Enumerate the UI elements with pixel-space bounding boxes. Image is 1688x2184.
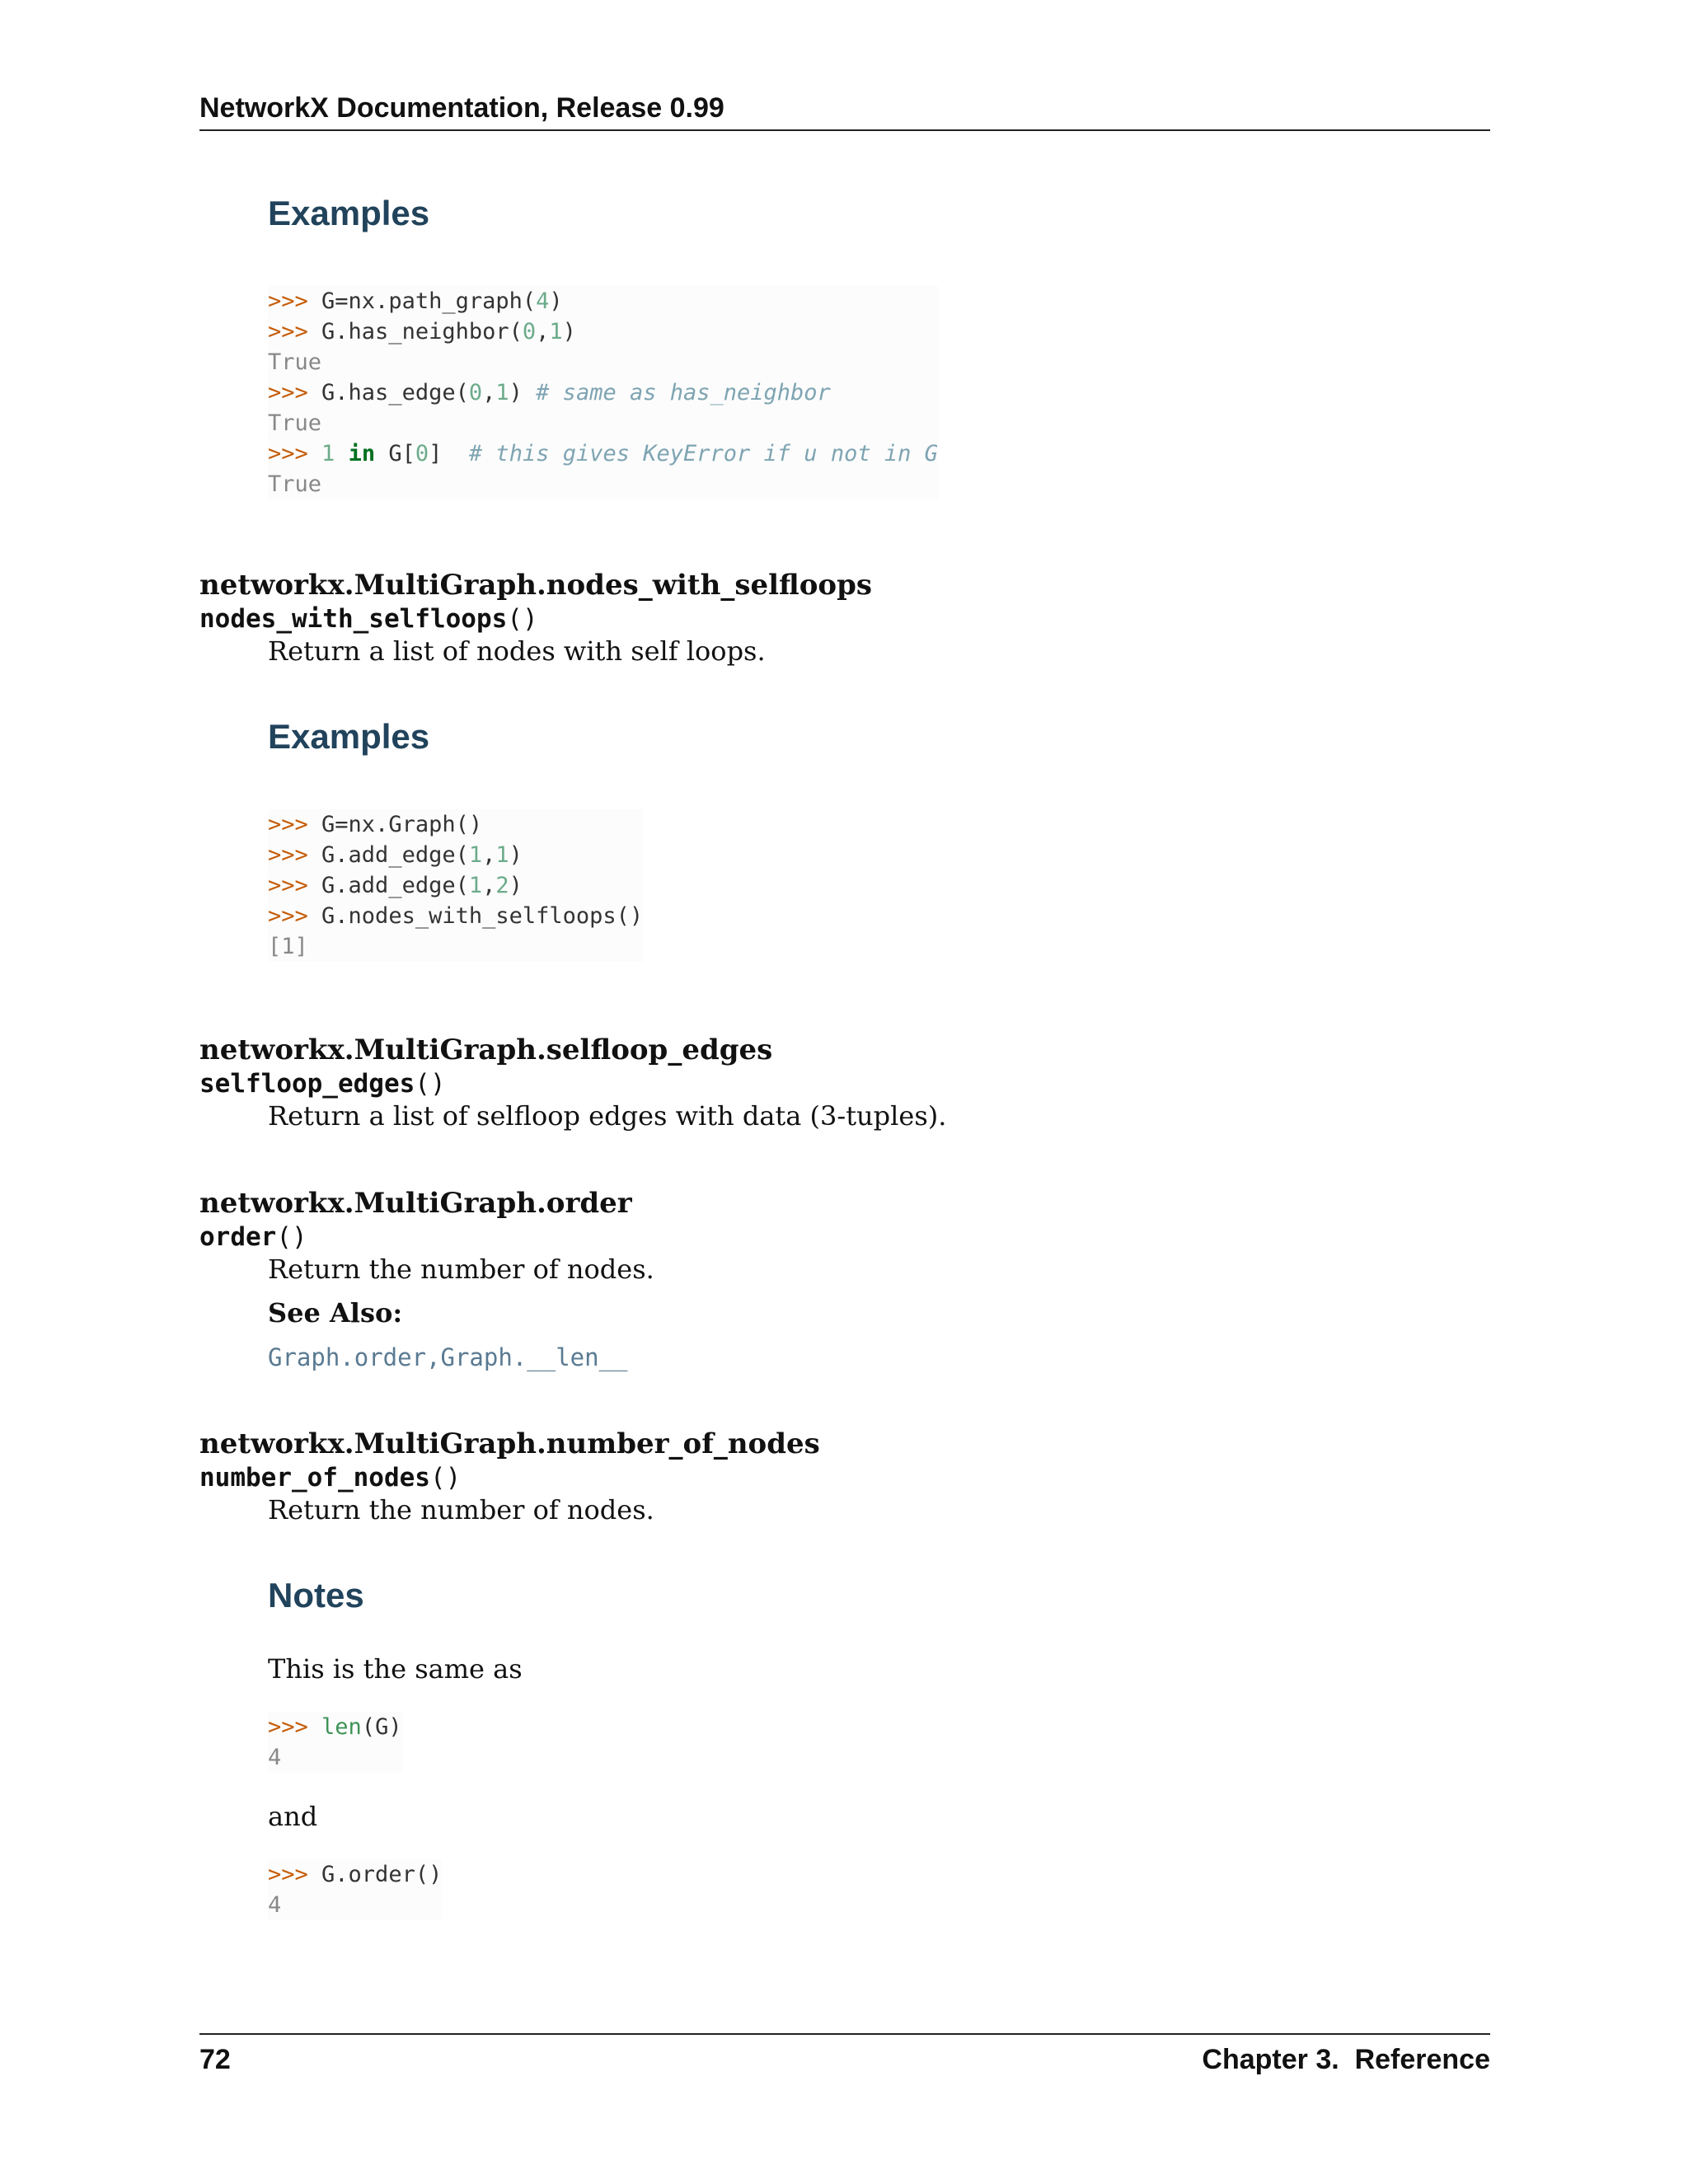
code-prompt: >>> xyxy=(268,1862,308,1887)
code-token: 4 xyxy=(536,288,550,314)
code-token: G[ xyxy=(375,441,415,466)
code-token: len xyxy=(321,1714,362,1740)
code-token: 0 xyxy=(522,319,537,344)
code-token: 0 xyxy=(468,380,483,405)
code-token: ) xyxy=(549,288,563,314)
code-token: 1 xyxy=(468,873,483,898)
code-token: ) xyxy=(509,380,537,405)
code-prompt: >>> xyxy=(268,873,308,898)
method-description: Return the number of nodes. xyxy=(268,1494,654,1526)
code-token: G.add_edge( xyxy=(307,842,469,868)
code-block-order xyxy=(268,1859,442,1920)
code-block-has-edge xyxy=(268,286,938,499)
method-description: Return the number of nodes. xyxy=(268,1254,654,1285)
code-token: ) xyxy=(509,873,523,898)
code-prompt: >>> xyxy=(268,842,308,868)
code-prompt: >>> xyxy=(268,903,308,929)
method-description: Return a list of nodes with self loops. xyxy=(268,635,766,667)
code-line xyxy=(268,840,643,870)
code-prompt: >>> xyxy=(268,380,308,405)
code-token: True xyxy=(268,349,322,375)
code-token xyxy=(335,441,348,466)
signature-args: () xyxy=(507,604,538,634)
code-token: ) xyxy=(562,319,576,344)
notes-text: This is the same as xyxy=(268,1653,523,1685)
code-token: G.nodes_with_selfloops() xyxy=(307,903,644,929)
code-prompt: >>> xyxy=(268,441,308,466)
code-prompt: >>> xyxy=(268,1714,308,1740)
code-line xyxy=(268,901,643,931)
see-also-heading: See Also: xyxy=(268,1297,403,1329)
code-line xyxy=(268,1890,442,1920)
code-line xyxy=(268,1712,402,1742)
code-token: [1] xyxy=(268,934,308,959)
code-token: (G) xyxy=(361,1714,402,1740)
code-token xyxy=(308,441,321,466)
signature-args: () xyxy=(415,1069,446,1099)
code-token: # same as has_neighbor xyxy=(536,380,831,405)
signature-args: () xyxy=(429,1463,462,1493)
examples-heading: Examples xyxy=(268,194,430,232)
method-description: Return a list of selfloop edges with data (3-tuples). xyxy=(268,1100,947,1132)
signature-name: order xyxy=(199,1222,277,1252)
code-token: True xyxy=(268,410,322,436)
code-prompt: >>> xyxy=(268,319,308,344)
notes-heading: Notes xyxy=(268,1576,364,1615)
code-token: 4 xyxy=(268,1745,282,1770)
code-prompt: >>> xyxy=(268,288,308,314)
header-rule xyxy=(199,129,1490,131)
running-header-title: NetworkX Documentation, Release 0.99 xyxy=(199,92,724,124)
signature-name: selfloop_edges xyxy=(199,1069,415,1099)
chapter-label: Chapter 3. Reference xyxy=(1202,2044,1490,2075)
code-token: G=nx.path_graph( xyxy=(307,288,537,314)
code-block-nodes-with-selfloops xyxy=(268,809,643,962)
code-line xyxy=(268,438,938,469)
code-token xyxy=(308,1714,321,1740)
notes-and-text: and xyxy=(268,1801,318,1832)
method-qualified-name: networkx.MultiGraph.selfloop_edges xyxy=(199,1033,773,1066)
code-line xyxy=(268,408,938,438)
method-signature xyxy=(199,1222,307,1252)
footer-rule xyxy=(199,2033,1490,2035)
code-line xyxy=(268,1859,442,1890)
method-signature xyxy=(199,1463,461,1493)
code-token: , xyxy=(482,873,496,898)
code-token: G=nx.Graph() xyxy=(307,812,483,837)
method-signature xyxy=(199,604,538,634)
code-token: 4 xyxy=(268,1892,282,1918)
code-token: # this gives KeyError if u not in G xyxy=(468,441,938,466)
code-token: True xyxy=(268,471,322,497)
see-also-links[interactable]: Graph.order,Graph.__len__ xyxy=(268,1343,628,1371)
code-token: 1 xyxy=(549,319,563,344)
signature-name: number_of_nodes xyxy=(199,1463,430,1493)
code-token: G.order() xyxy=(307,1862,443,1887)
code-line xyxy=(268,1742,402,1773)
code-token: ] xyxy=(429,441,469,466)
code-token: in xyxy=(348,441,376,466)
method-signature xyxy=(199,1069,446,1099)
signature-name: nodes_with_selfloops xyxy=(199,604,508,634)
code-token: G.has_neighbor( xyxy=(307,319,523,344)
code-token: , xyxy=(482,842,496,868)
code-token: , xyxy=(482,380,496,405)
code-token: 1 xyxy=(321,441,335,466)
code-token: 1 xyxy=(495,380,509,405)
code-line xyxy=(268,347,938,377)
code-line xyxy=(268,286,938,316)
code-token: G.add_edge( xyxy=(307,873,469,898)
code-token: ) xyxy=(509,842,523,868)
code-line xyxy=(268,469,938,499)
code-token: , xyxy=(536,319,550,344)
page-number: 72 xyxy=(199,2044,231,2075)
signature-args: () xyxy=(276,1222,307,1252)
method-qualified-name: networkx.MultiGraph.nodes_with_selfloops xyxy=(199,569,873,602)
method-qualified-name: networkx.MultiGraph.number_of_nodes xyxy=(199,1427,820,1460)
code-line xyxy=(268,809,643,840)
code-line xyxy=(268,377,938,408)
code-block-len xyxy=(268,1712,402,1773)
code-line xyxy=(268,316,938,347)
code-line xyxy=(268,870,643,901)
code-token: 1 xyxy=(495,842,509,868)
code-token: G.has_edge( xyxy=(307,380,469,405)
code-token: 0 xyxy=(415,441,429,466)
code-line xyxy=(268,931,643,962)
code-prompt: >>> xyxy=(268,812,308,837)
code-token: 2 xyxy=(495,873,509,898)
examples-heading: Examples xyxy=(268,717,430,756)
code-token: 1 xyxy=(468,842,483,868)
method-qualified-name: networkx.MultiGraph.order xyxy=(199,1187,632,1220)
